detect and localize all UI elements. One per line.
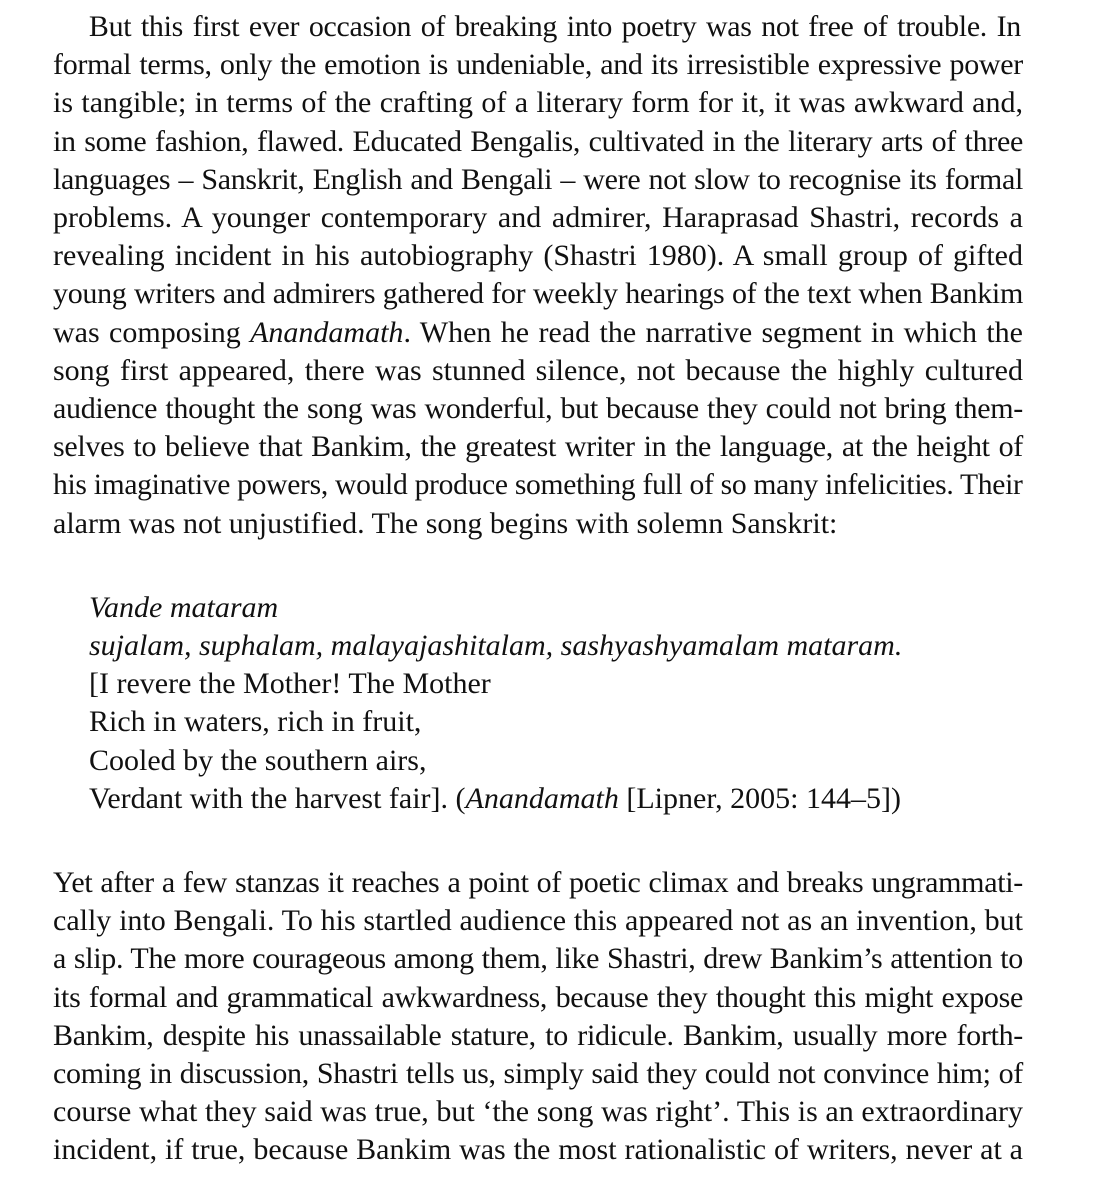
verse-line	[89, 780, 1023, 818]
text-line: incident, if true, because Bankim was the most rationalistic of writers, never at a	[53, 1133, 1023, 1167]
text-line: course what they said was true, but ‘the song was right’. This is an extraordinary	[53, 1095, 1023, 1129]
text-line: coming in discussion, Shastri tells us, simply said they could not convince him; of	[53, 1057, 1023, 1091]
text-line	[53, 314, 1023, 352]
text-line: revealing incident in his autobiography (Shastri 1980). A small group of gifted	[53, 239, 1023, 273]
text-line: is tangible; in terms of the crafting of a literary form for it, it was awkward and,	[53, 86, 1023, 120]
text-line: problems. A younger contemporary and admirer, Haraprasad Shastri, records a	[53, 201, 1023, 235]
text-line: its formal and grammatical awkwardness, because they thought this might expose	[53, 980, 1023, 1014]
text-line: languages – Sanskrit, English and Bengali – were not slow to recognise its formal	[53, 162, 1023, 196]
verse-block	[53, 589, 1023, 818]
text-line: But this first ever occasion of breaking into poetry was not free of trouble. In	[88, 10, 1021, 43]
text-line: Yet after a few stanzas it reaches a point of poetic climax and breaks ungrammati-	[53, 866, 1023, 900]
verse-line: sujalam, suphalam, malayajashitalam, sashyashyamalam mataram.	[89, 629, 903, 663]
verse-line: Cooled by the southern airs,	[89, 743, 427, 777]
book-title: Anandamath	[465, 781, 619, 815]
document-page	[53, 8, 1023, 1170]
text-line: alarm was not unjustified. The song begins with solemn Sanskrit:	[53, 506, 838, 540]
text-line: young writers and admirers gathered for weekly hearings of the text when Bankim	[53, 277, 1023, 311]
text-line: in some fashion, flawed. Educated Bengalis, cultivated in the literary arts of three	[53, 124, 1023, 158]
text-segment: was composing	[53, 315, 251, 349]
verse-line: Vande mataram	[89, 590, 279, 624]
verse-line: [I revere the Mother! The Mother	[89, 667, 491, 701]
text-line: his imaginative powers, would produce something full of so many infelicities. Their	[53, 468, 1023, 502]
text-line: Bankim, despite his unassailable stature, to ridicule. Bankim, usually more forth-	[53, 1018, 1023, 1052]
text-segment: Verdant with the harvest fair]. (	[89, 781, 466, 815]
paragraph-1	[53, 8, 1023, 543]
text-line: a slip. The more courageous among them, like Shastri, drew Bankim’s attention to	[53, 942, 1023, 976]
citation: [Lipner, 2005: 144–5])	[618, 781, 901, 815]
verse-line: Rich in waters, rich in fruit,	[89, 705, 422, 739]
text-line: cally into Bengali. To his startled audience this appeared not as an invention, but	[53, 904, 1023, 938]
spacer	[53, 818, 1023, 864]
book-title: Anandamath	[250, 315, 404, 349]
text-line: formal terms, only the emotion is undeniable, and its irresistible expressive power	[53, 48, 1023, 82]
text-line: selves to believe that Bankim, the greatest writer in the language, at the height of	[53, 430, 1023, 464]
text-segment: . When he read the narrative segment in which the	[403, 315, 1023, 349]
paragraph-2	[53, 864, 1023, 1170]
text-line: song first appeared, there was stunned silence, not because the highly cultured	[53, 353, 1023, 387]
spacer	[53, 543, 1023, 589]
text-line: audience thought the song was wonderful, but because they could not bring them-	[53, 392, 1023, 426]
